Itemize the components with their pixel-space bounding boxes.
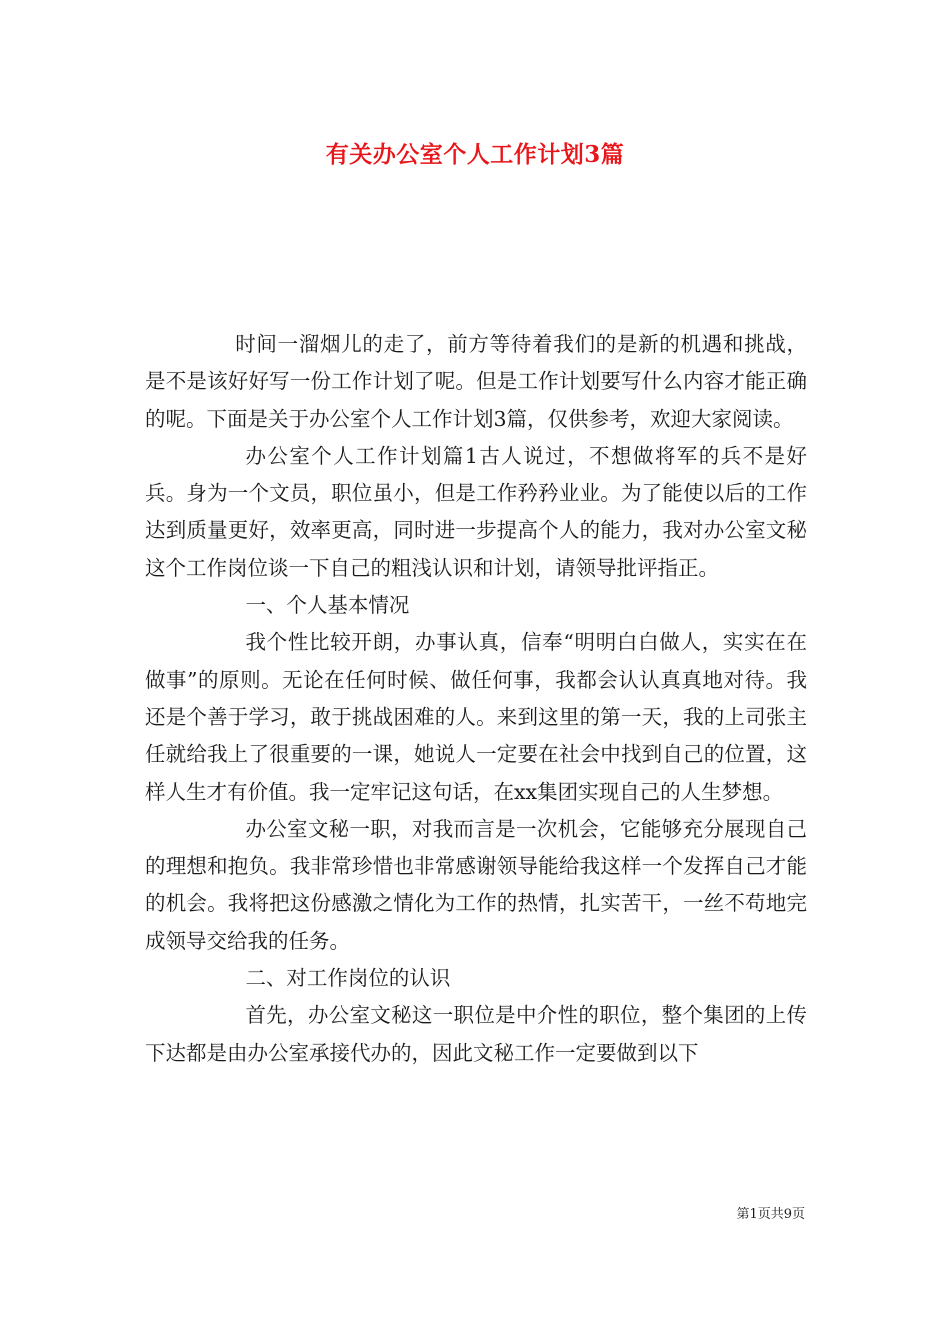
section-heading-job-understanding: 二、对工作岗位的认识: [245, 966, 451, 991]
document-title: 有关办公室个人工作计划3篇: [325, 141, 625, 168]
page-footer: 第1页共9页: [736, 1207, 805, 1222]
section-heading-basic-info: 一、个人基本情况: [245, 593, 410, 618]
document-body: [145, 326, 807, 1072]
paragraph-personality: 我个性比较开朗，办事认真，信奉“明明白白做人，实实在在做事”的原则。无论在任何时候、做任何事，我都会认认真真地对待。我还是个善于学习，敢于挑战困难的人。来到这里的第一天，我的上司张主任就给我上了很重要的一课，她说人一定要在社会中找到自己的位置，这样人生才有价值。我一定牢记这句话，在xx集团实现自己的人生梦想。: [145, 630, 807, 804]
paragraph-opportunity: 办公室文秘一职，对我而言是一次机会，它能够充分展现自己的理想和抱负。我非常珍惜也非常感谢领导能给我这样一个发挥自己才能的机会。我将把这份感激之情化为工作的热情，扎实苦干，一丝不苟地完成领导交给我的任务。: [145, 816, 807, 953]
paragraph-first-point: 首先，办公室文秘这一职位是中介性的职位，整个集团的上传下达都是由办公室承接代办的，因此文秘工作一定要做到以下: [145, 1003, 807, 1065]
paragraph-intro: 时间一溜烟儿的走了，前方等待着我们的是新的机遇和挑战，是不是该好好写一份工作计划了呢。但是工作计划要写什么内容才能正确的呢。下面是关于办公室个人工作计划3篇，仅供参考，欢迎大家阅读。: [145, 332, 807, 431]
paragraph-plan-1: 办公室个人工作计划篇1古人说过，不想做将军的兵不是好兵。身为一个文员，职位虽小，但是工作矜矜业业。为了能使以后的工作达到质量更好，效率更高，同时进一步提高个人的能力，我对办公室文秘这个工作岗位谈一下自己的粗浅认识和计划，请领导批评指正。: [145, 443, 807, 580]
